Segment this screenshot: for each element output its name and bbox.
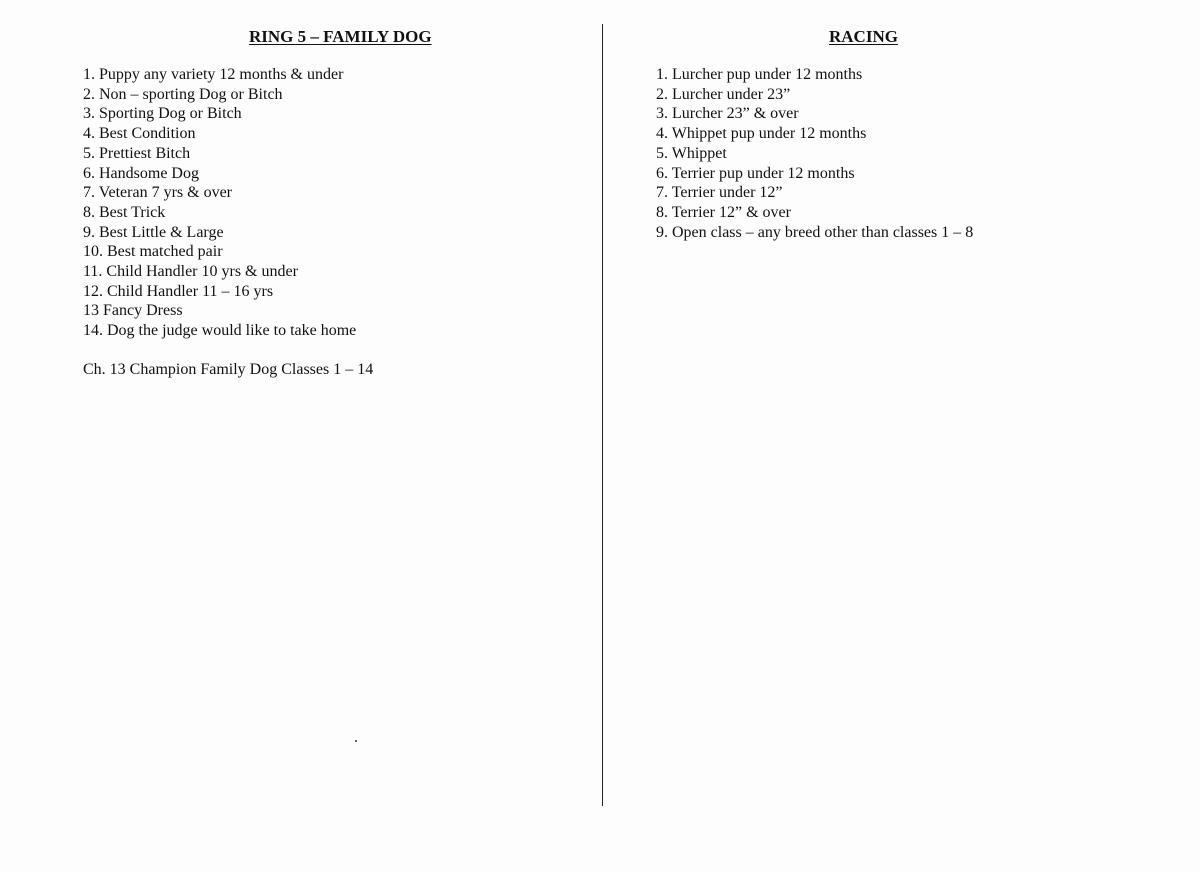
- family-dog-heading: RING 5 – FAMILY DOG: [249, 27, 432, 46]
- list-item: 10. Best matched pair: [83, 243, 223, 261]
- list-item: 7. Terrier under 12”: [656, 184, 783, 202]
- list-item: 2. Non – sporting Dog or Bitch: [83, 85, 283, 103]
- list-item: 4. Best Condition: [83, 125, 196, 143]
- list-item: 12. Child Handler 11 – 16 yrs: [83, 282, 274, 300]
- list-item: 9. Best Little & Large: [83, 223, 224, 241]
- list-item: 3. Sporting Dog or Bitch: [83, 105, 242, 123]
- list-item: 6. Handsome Dog: [83, 164, 199, 182]
- list-item: 3. Lurcher 23” & over: [656, 105, 799, 123]
- list-item: 2. Lurcher under 23”: [656, 85, 791, 103]
- list-item: 1. Puppy any variety 12 months & under: [83, 66, 344, 83]
- list-item: 13 Fancy Dress: [83, 302, 183, 320]
- list-item: 14. Dog the judge would like to take home: [83, 322, 357, 340]
- racing-class-list: [656, 65, 973, 242]
- list-item: 8. Terrier 12” & over: [656, 203, 791, 221]
- column-divider: [602, 24, 603, 806]
- family-dog-class-list: [83, 65, 356, 341]
- list-item: 5. Prettiest Bitch: [83, 144, 191, 162]
- list-item: 5. Whippet: [656, 144, 727, 162]
- racing-heading: RACING: [829, 27, 898, 46]
- list-item: 11. Child Handler 10 yrs & under: [83, 263, 298, 281]
- list-item: 7. Veteran 7 yrs & over: [83, 184, 232, 202]
- list-item: 8. Best Trick: [83, 203, 166, 221]
- list-item: 9. Open class – any breed other than classes 1 – 8: [656, 223, 974, 241]
- list-item: 6. Terrier pup under 12 months: [656, 164, 855, 182]
- scan-speck: [355, 740, 357, 742]
- champion-class-note: Ch. 13 Champion Family Dog Classes 1 – 14: [83, 361, 374, 378]
- list-item: 1. Lurcher pup under 12 months: [656, 66, 863, 83]
- list-item: 4. Whippet pup under 12 months: [656, 125, 867, 143]
